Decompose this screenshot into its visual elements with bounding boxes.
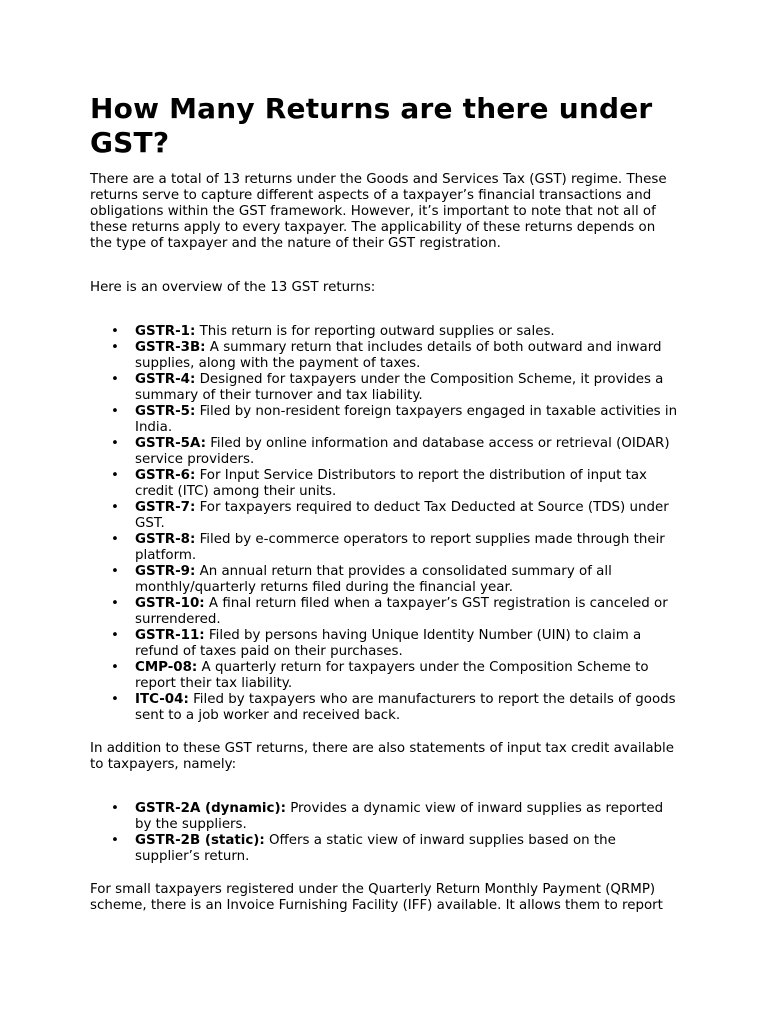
list-item [135, 692, 678, 724]
list-item [135, 340, 678, 372]
return-code: GSTR-5: [135, 404, 196, 419]
statement-desc: Provides a dynamic view of inward supplies as reported by the suppliers. [135, 801, 664, 832]
statements-list [90, 801, 678, 865]
return-desc: A final return filed when a taxpayer’s GST registration is canceled or surrendered. [135, 596, 668, 627]
return-desc: Designed for taxpayers under the Composition Scheme, it provides a summary of their turnover and tax liability. [135, 372, 664, 403]
return-code: GSTR-10: [135, 596, 205, 611]
return-desc: This return is for reporting outward supplies or sales. [195, 324, 555, 339]
list-item [135, 372, 678, 404]
return-code: GSTR-1: [135, 324, 196, 339]
return-code: CMP-08: [135, 660, 198, 675]
list-item [135, 628, 678, 660]
list-item [135, 833, 678, 865]
list-item [135, 596, 678, 628]
return-code: GSTR-5A: [135, 436, 206, 451]
list-item [135, 324, 678, 340]
closing-paragraph: For small taxpayers registered under the Quarterly Return Monthly Payment (QRMP) scheme, there is an Invoice Furnishing Facility (IFF) available. It allows them to report [90, 882, 663, 913]
return-desc: For Input Service Distributors to report the distribution of input tax credit (ITC) among their units. [135, 468, 647, 499]
returns-list [90, 324, 678, 724]
return-desc: Filed by online information and database access or retrieval (OIDAR) service providers. [135, 436, 670, 467]
list-item [135, 564, 678, 596]
additional-intro: In addition to these GST returns, there are also statements of input tax credit available to taxpayers, namely: [90, 741, 675, 772]
return-code: GSTR-9: [135, 564, 196, 579]
return-desc: Filed by e-commerce operators to report supplies made through their platform. [135, 532, 665, 563]
return-desc: For taxpayers required to deduct Tax Deducted at Source (TDS) under GST. [135, 500, 669, 531]
list-item [135, 436, 678, 468]
intro-paragraph: There are a total of 13 returns under the Goods and Services Tax (GST) regime. These returns serve to capture different aspects of a taxpayer’s financial transactions and obligations within the GST framework. However, it’s important to note that not all of these returns apply to every taxpayer. The applicability of these returns depends on the type of taxpayer and the nature of their GST registration. [90, 172, 667, 251]
list-item [135, 468, 678, 500]
statement-desc: Offers a static view of inward supplies based on the supplier’s return. [135, 833, 616, 864]
list-item [135, 532, 678, 564]
return-desc: Filed by non-resident foreign taxpayers engaged in taxable activities in India. [135, 404, 678, 435]
return-desc: An annual return that provides a consolidated summary of all monthly/quarterly returns filed during the financial year. [135, 564, 612, 595]
return-desc: Filed by persons having Unique Identity Number (UIN) to claim a refund of taxes paid on their purchases. [135, 628, 642, 659]
statement-code: GSTR-2B (static): [135, 833, 265, 848]
statement-code: GSTR-2A (dynamic): [135, 801, 286, 816]
return-code: ITC-04: [135, 692, 189, 707]
return-code: GSTR-3B: [135, 340, 206, 355]
return-code: GSTR-7: [135, 500, 196, 515]
return-code: GSTR-6: [135, 468, 196, 483]
return-code: GSTR-11: [135, 628, 205, 643]
return-desc: A summary return that includes details of both outward and inward supplies, along with the payment of taxes. [135, 340, 662, 371]
list-item [135, 500, 678, 532]
list-item [135, 801, 678, 833]
return-desc: A quarterly return for taxpayers under the Composition Scheme to report their tax liability. [135, 660, 649, 691]
overview-heading: Here is an overview of the 13 GST returns: [90, 280, 376, 295]
page-title: How Many Returns are there under GST? [90, 92, 653, 159]
list-item [135, 660, 678, 692]
list-item [135, 404, 678, 436]
return-desc: Filed by taxpayers who are manufacturers to report the details of goods sent to a job worker and received back. [135, 692, 676, 723]
return-code: GSTR-4: [135, 372, 196, 387]
return-code: GSTR-8: [135, 532, 196, 547]
